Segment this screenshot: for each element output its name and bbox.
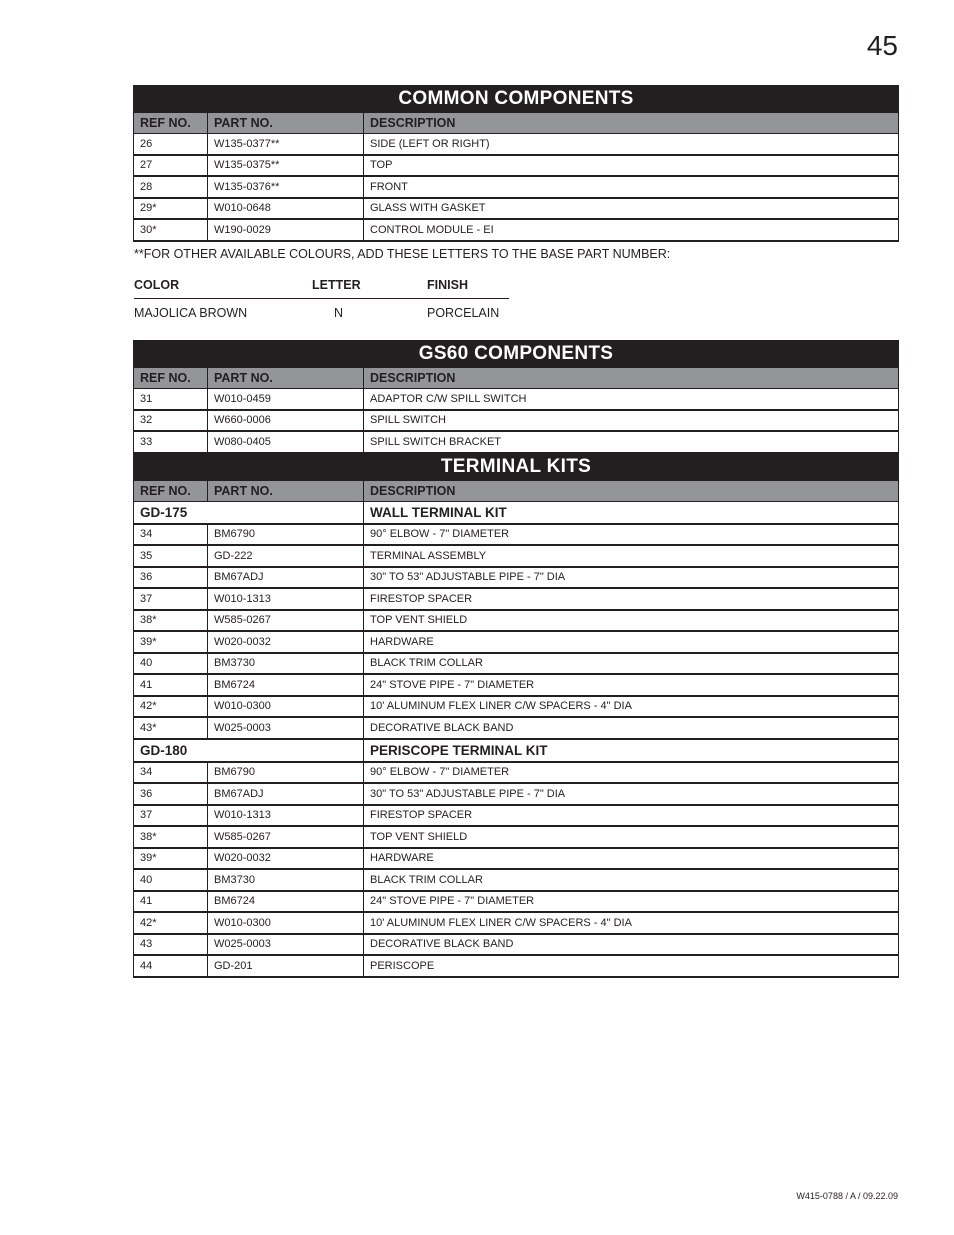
common-components-section — [133, 85, 898, 242]
header-description: DESCRIPTION — [364, 113, 899, 134]
header-part-no: PART NO. — [208, 368, 364, 389]
part-no-cell: W025-0003 — [208, 717, 364, 739]
description-cell: TOP VENT SHIELD — [364, 826, 899, 848]
table-row — [134, 696, 899, 718]
part-no-cell: GD-201 — [208, 955, 364, 977]
header-part-no: PART NO. — [208, 480, 364, 501]
part-no-cell: W020-0032 — [208, 631, 364, 653]
table-row — [134, 631, 899, 653]
part-no-cell: GD-222 — [208, 545, 364, 567]
ref-no-cell: 43 — [134, 934, 208, 956]
colour-note: **FOR OTHER AVAILABLE COLOURS, ADD THESE LETTERS TO THE BASE PART NUMBER: — [134, 247, 671, 261]
description-cell: SPILL SWITCH BRACKET — [364, 431, 899, 453]
page-number: 45 — [866, 30, 898, 61]
ref-no-cell: 29* — [134, 198, 208, 220]
colour-row — [134, 299, 509, 323]
description-cell: TOP — [364, 155, 899, 177]
part-no-cell: W135-0377** — [208, 134, 364, 155]
description-cell: 10' ALUMINUM FLEX LINER C/W SPACERS - 4" DIA — [364, 696, 899, 718]
header-ref-no: REF NO. — [134, 368, 208, 389]
ref-no-cell: 37 — [134, 805, 208, 827]
colour-finish: PORCELAIN — [427, 306, 500, 320]
table-row — [134, 955, 899, 977]
header-letter: LETTER — [312, 278, 361, 292]
colour-table-header — [134, 276, 509, 299]
description-cell: FRONT — [364, 176, 899, 198]
kit-code: GD-175 — [134, 501, 364, 524]
ref-no-cell: 38* — [134, 826, 208, 848]
colour-letter: N — [334, 306, 344, 320]
description-cell: GLASS WITH GASKET — [364, 198, 899, 220]
colour-table — [134, 276, 509, 323]
table-row — [134, 176, 899, 198]
part-no-cell: W585-0267 — [208, 826, 364, 848]
header-finish: FINISH — [427, 278, 468, 292]
common-components-table — [133, 85, 899, 242]
table-row — [134, 431, 899, 453]
ref-no-cell: 34 — [134, 762, 208, 784]
description-cell: 30" TO 53" ADJUSTABLE PIPE - 7" DIA — [364, 783, 899, 805]
ref-no-cell: 27 — [134, 155, 208, 177]
description-cell: FIRESTOP SPACER — [364, 588, 899, 610]
table-row — [134, 653, 899, 675]
description-cell: 30" TO 53" ADJUSTABLE PIPE - 7" DIA — [364, 567, 899, 589]
ref-no-cell: 44 — [134, 955, 208, 977]
ref-no-cell: 36 — [134, 567, 208, 589]
ref-no-cell: 39* — [134, 848, 208, 870]
description-cell: FIRESTOP SPACER — [364, 805, 899, 827]
table-row — [134, 588, 899, 610]
column-header-row — [134, 480, 899, 501]
part-no-cell: W025-0003 — [208, 934, 364, 956]
table-row — [134, 717, 899, 739]
table-row — [134, 891, 899, 913]
header-description: DESCRIPTION — [364, 480, 899, 501]
part-no-cell: BM67ADJ — [208, 783, 364, 805]
header-color: COLOR — [134, 278, 180, 292]
kit-group-row — [134, 501, 899, 524]
description-cell: TOP VENT SHIELD — [364, 610, 899, 632]
ref-no-cell: 41 — [134, 674, 208, 696]
part-no-cell: W135-0375** — [208, 155, 364, 177]
gs60-terminal-table — [133, 340, 899, 978]
table-row — [134, 826, 899, 848]
ref-no-cell: 30* — [134, 219, 208, 241]
table-row — [134, 783, 899, 805]
description-cell: 24" STOVE PIPE - 7" DIAMETER — [364, 891, 899, 913]
part-no-cell: W010-0300 — [208, 912, 364, 934]
table-row — [134, 134, 899, 155]
ref-no-cell: 32 — [134, 410, 208, 432]
column-header-row — [134, 113, 899, 134]
description-cell: BLACK TRIM COLLAR — [364, 653, 899, 675]
part-no-cell: W020-0032 — [208, 848, 364, 870]
ref-no-cell: 35 — [134, 545, 208, 567]
document-code: W415-0788 / A / 09.22.09 — [796, 1191, 898, 1201]
description-cell: 10' ALUMINUM FLEX LINER C/W SPACERS - 4" DIA — [364, 912, 899, 934]
part-no-cell: W010-1313 — [208, 805, 364, 827]
description-cell: TERMINAL ASSEMBLY — [364, 545, 899, 567]
part-no-cell: BM6724 — [208, 891, 364, 913]
description-cell: SIDE (LEFT OR RIGHT) — [364, 134, 899, 155]
description-cell: BLACK TRIM COLLAR — [364, 869, 899, 891]
table-row — [134, 219, 899, 241]
gs60-terminal-section — [133, 340, 898, 978]
description-cell: 24" STOVE PIPE - 7" DIAMETER — [364, 674, 899, 696]
part-no-cell: W010-0459 — [208, 389, 364, 410]
header-ref-no: REF NO. — [134, 480, 208, 501]
common-components-title: COMMON COMPONENTS — [134, 86, 899, 113]
ref-no-cell: 40 — [134, 869, 208, 891]
column-header-row — [134, 368, 899, 389]
table-row — [134, 545, 899, 567]
table-row — [134, 848, 899, 870]
description-cell: CONTROL MODULE - EI — [364, 219, 899, 241]
kit-name: PERISCOPE TERMINAL KIT — [364, 739, 899, 762]
description-cell: PERISCOPE — [364, 955, 899, 977]
kit-group-row — [134, 739, 899, 762]
table-row — [134, 934, 899, 956]
ref-no-cell: 42* — [134, 696, 208, 718]
ref-no-cell: 42* — [134, 912, 208, 934]
description-cell: ADAPTOR C/W SPILL SWITCH — [364, 389, 899, 410]
table-row — [134, 674, 899, 696]
table-row — [134, 198, 899, 220]
header-description: DESCRIPTION — [364, 368, 899, 389]
part-no-cell: BM6724 — [208, 674, 364, 696]
ref-no-cell: 36 — [134, 783, 208, 805]
table-row — [134, 567, 899, 589]
table-row — [134, 762, 899, 784]
part-no-cell: W135-0376** — [208, 176, 364, 198]
part-no-cell: W190-0029 — [208, 219, 364, 241]
ref-no-cell: 33 — [134, 431, 208, 453]
terminal-kits-title: TERMINAL KITS — [134, 453, 899, 481]
ref-no-cell: 37 — [134, 588, 208, 610]
header-part-no: PART NO. — [208, 113, 364, 134]
table-row — [134, 869, 899, 891]
table-row — [134, 524, 899, 546]
gs60-components-title: GS60 COMPONENTS — [134, 341, 899, 368]
part-no-cell: BM6790 — [208, 524, 364, 546]
description-cell: 90° ELBOW - 7" DIAMETER — [364, 524, 899, 546]
description-cell: DECORATIVE BLACK BAND — [364, 717, 899, 739]
part-no-cell: W585-0267 — [208, 610, 364, 632]
colour-name: MAJOLICA BROWN — [134, 306, 248, 320]
ref-no-cell: 39* — [134, 631, 208, 653]
table-row — [134, 610, 899, 632]
table-row — [134, 805, 899, 827]
table-row — [134, 155, 899, 177]
part-no-cell: W010-0648 — [208, 198, 364, 220]
ref-no-cell: 43* — [134, 717, 208, 739]
part-no-cell: W660-0006 — [208, 410, 364, 432]
kit-code: GD-180 — [134, 739, 364, 762]
ref-no-cell: 40 — [134, 653, 208, 675]
part-no-cell: W010-1313 — [208, 588, 364, 610]
description-cell: HARDWARE — [364, 848, 899, 870]
part-no-cell: BM67ADJ — [208, 567, 364, 589]
ref-no-cell: 41 — [134, 891, 208, 913]
kit-name: WALL TERMINAL KIT — [364, 501, 899, 524]
table-row — [134, 410, 899, 432]
part-no-cell: BM3730 — [208, 869, 364, 891]
part-no-cell: W080-0405 — [208, 431, 364, 453]
ref-no-cell: 31 — [134, 389, 208, 410]
description-cell: SPILL SWITCH — [364, 410, 899, 432]
description-cell: 90° ELBOW - 7" DIAMETER — [364, 762, 899, 784]
ref-no-cell: 34 — [134, 524, 208, 546]
table-row — [134, 912, 899, 934]
description-cell: DECORATIVE BLACK BAND — [364, 934, 899, 956]
ref-no-cell: 38* — [134, 610, 208, 632]
table-row — [134, 389, 899, 410]
header-ref-no: REF NO. — [134, 113, 208, 134]
part-no-cell: BM3730 — [208, 653, 364, 675]
part-no-cell: BM6790 — [208, 762, 364, 784]
ref-no-cell: 28 — [134, 176, 208, 198]
part-no-cell: W010-0300 — [208, 696, 364, 718]
description-cell: HARDWARE — [364, 631, 899, 653]
ref-no-cell: 26 — [134, 134, 208, 155]
